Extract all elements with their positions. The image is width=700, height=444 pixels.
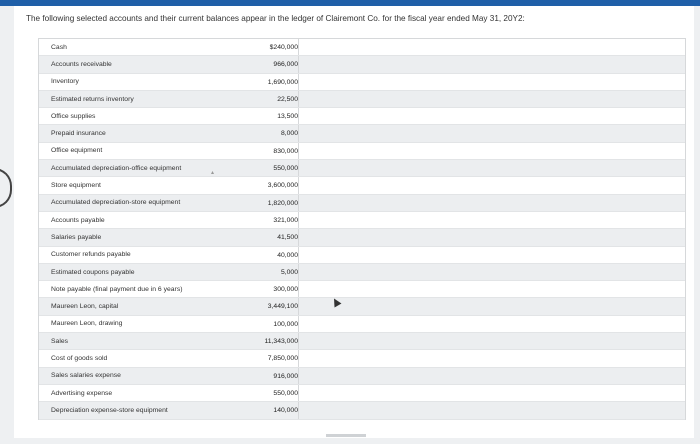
account-name: Estimated returns inventory bbox=[51, 95, 134, 103]
account-amount: 41,500 bbox=[251, 229, 299, 245]
account-amount: 300,000 bbox=[251, 281, 299, 297]
table-row bbox=[39, 298, 685, 315]
account-amount: 550,000 bbox=[251, 385, 299, 401]
table-row bbox=[39, 350, 685, 367]
account-amount: 966,000 bbox=[251, 56, 299, 72]
account-name: Accumulated depreciation-office equipment bbox=[51, 164, 182, 172]
caret-up-icon: ▴ bbox=[211, 170, 215, 176]
table-row bbox=[39, 195, 685, 212]
account-name: Office equipment bbox=[51, 147, 103, 155]
accounts-table bbox=[38, 38, 686, 420]
account-amount: 40,000 bbox=[251, 247, 299, 263]
table-row bbox=[39, 125, 685, 142]
account-name: Customer refunds payable bbox=[51, 251, 131, 259]
account-amount: 7,850,000 bbox=[251, 350, 299, 366]
account-name: Salaries payable bbox=[51, 233, 102, 241]
table-row bbox=[39, 74, 685, 91]
account-amount: 3,600,000 bbox=[251, 177, 299, 193]
table-row bbox=[39, 56, 685, 73]
account-amount: 830,000 bbox=[251, 143, 299, 159]
table-row bbox=[39, 160, 685, 177]
account-name: Inventory bbox=[51, 78, 79, 86]
account-name: Accounts payable bbox=[51, 216, 105, 224]
side-panel-toggle[interactable] bbox=[0, 168, 12, 208]
account-name: Cash bbox=[51, 43, 67, 51]
account-amount: 8,000 bbox=[251, 125, 299, 141]
account-amount: $240,000 bbox=[251, 39, 299, 55]
intro-text: The following selected accounts and their current balances appear in the ledger of Clairemont Co. for the fiscal year ended May 31, 20Y2: bbox=[26, 14, 525, 23]
account-name: Estimated coupons payable bbox=[51, 268, 135, 276]
scrollbar[interactable] bbox=[326, 434, 366, 437]
account-amount: 13,500 bbox=[251, 108, 299, 124]
account-name: Sales bbox=[51, 337, 69, 345]
account-name: Prepaid insurance bbox=[51, 130, 106, 138]
table-row bbox=[39, 108, 685, 125]
account-amount: 550,000 bbox=[251, 160, 299, 176]
document-page bbox=[14, 6, 694, 438]
account-name: Depreciation expense-store equipment bbox=[51, 406, 168, 414]
account-name: Maureen Leon, drawing bbox=[51, 320, 123, 328]
account-amount: 140,000 bbox=[251, 402, 299, 418]
table-row bbox=[39, 212, 685, 229]
account-amount: 3,449,100 bbox=[251, 298, 299, 314]
table-row bbox=[39, 264, 685, 281]
account-amount: 1,820,000 bbox=[251, 195, 299, 211]
account-amount: 11,343,000 bbox=[251, 333, 299, 349]
account-name: Note payable (final payment due in 6 years) bbox=[51, 285, 183, 293]
table-row bbox=[39, 281, 685, 298]
table-row bbox=[39, 385, 685, 402]
account-name: Advertising expense bbox=[51, 389, 113, 397]
account-amount: 321,000 bbox=[251, 212, 299, 228]
account-name: Accumulated depreciation-store equipment bbox=[51, 199, 181, 207]
account-amount: 5,000 bbox=[251, 264, 299, 280]
account-name: Cost of goods sold bbox=[51, 354, 108, 362]
account-amount: 1,690,000 bbox=[251, 74, 299, 90]
account-name: Maureen Leon, capital bbox=[51, 303, 119, 311]
account-amount: 22,500 bbox=[251, 91, 299, 107]
table-row bbox=[39, 39, 685, 56]
account-name: Store equipment bbox=[51, 182, 101, 190]
account-name: Sales salaries expense bbox=[51, 372, 121, 380]
account-name: Accounts receivable bbox=[51, 60, 112, 68]
table-row bbox=[39, 402, 685, 419]
table-row bbox=[39, 91, 685, 108]
account-amount: 916,000 bbox=[251, 368, 299, 384]
account-amount: 100,000 bbox=[251, 316, 299, 332]
table-row bbox=[39, 229, 685, 246]
table-row bbox=[39, 316, 685, 333]
table-row bbox=[39, 333, 685, 350]
table-row bbox=[39, 177, 685, 194]
account-name: Office supplies bbox=[51, 112, 96, 120]
table-row bbox=[39, 143, 685, 160]
table-row bbox=[39, 247, 685, 264]
table-row bbox=[39, 368, 685, 385]
